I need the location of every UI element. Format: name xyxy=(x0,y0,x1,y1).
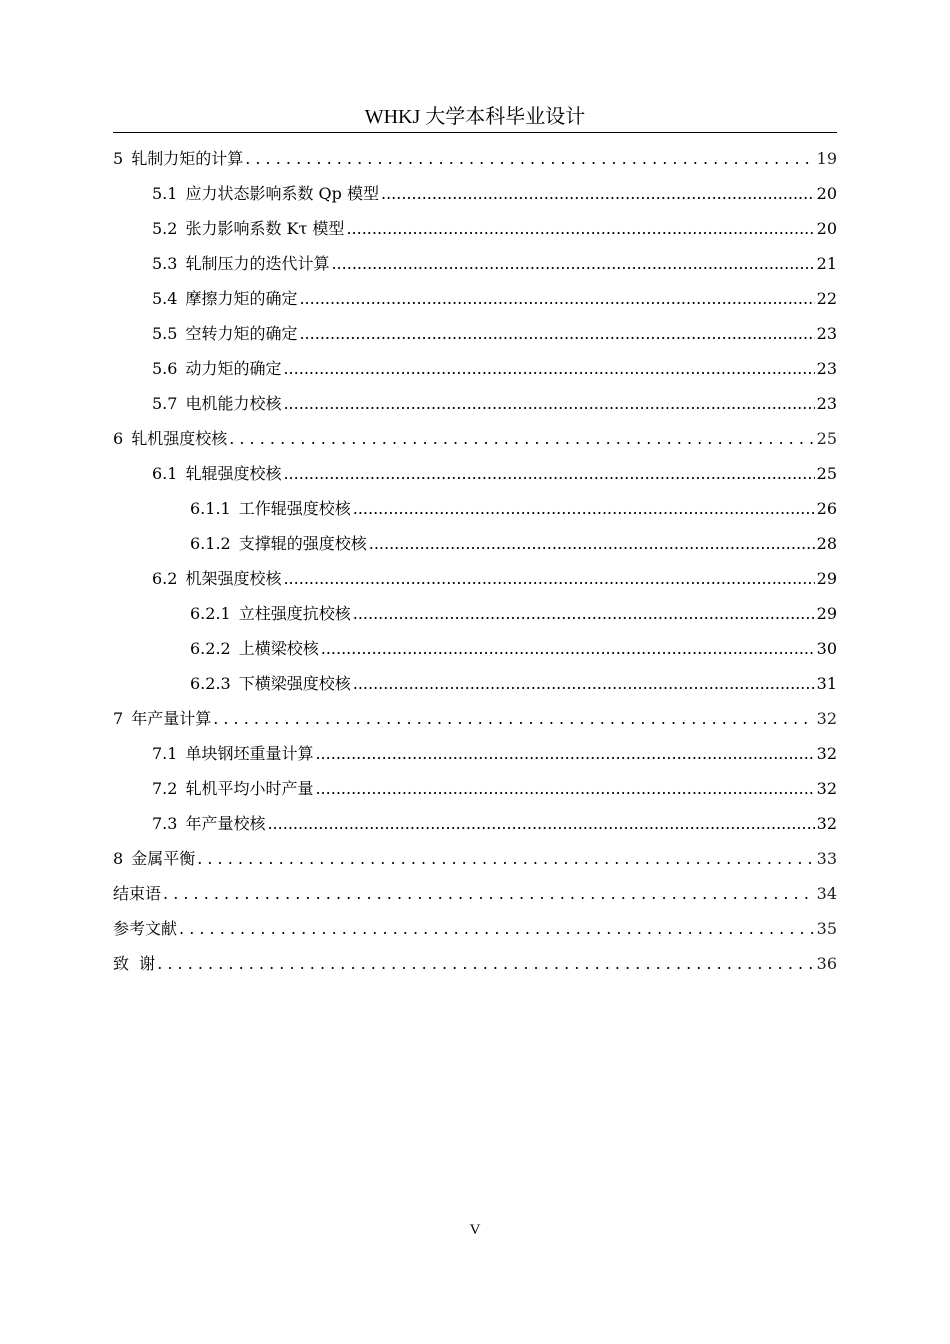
toc-entry[interactable] xyxy=(113,141,837,176)
toc-dot-leader xyxy=(267,806,814,841)
toc-entry-page: 22 xyxy=(816,289,837,308)
toc-entry-page: 21 xyxy=(816,254,837,273)
toc-dot-leader xyxy=(353,596,815,631)
toc-entry-page: 32 xyxy=(816,814,837,833)
toc-entry-page: 23 xyxy=(816,324,837,343)
toc-entry-title: 年产量校核 xyxy=(185,814,266,833)
toc-entry-title: 下横梁强度校核 xyxy=(238,674,351,693)
toc-entry-page: 31 xyxy=(816,674,837,693)
toc-entry-title: 电机能力校核 xyxy=(185,394,282,413)
toc-entry[interactable] xyxy=(113,176,837,211)
toc-entry-title: 工作辊强度校核 xyxy=(238,499,351,518)
toc-entry[interactable] xyxy=(113,526,837,561)
toc-entry-title: 单块钢坯重量计算 xyxy=(185,744,314,763)
toc-entry-page: 25 xyxy=(816,464,837,483)
toc-dot-leader xyxy=(353,491,815,526)
toc-entry-title: 轧制压力的迭代计算 xyxy=(185,254,330,273)
toc-entry-number: 6.2 xyxy=(152,569,178,588)
toc-entry[interactable] xyxy=(113,421,837,456)
toc-entry-number: 6.1.1 xyxy=(190,499,231,518)
toc-entry-number: 5.5 xyxy=(152,324,178,343)
toc-entry[interactable] xyxy=(113,841,837,876)
toc-dot-leader xyxy=(229,421,814,456)
toc-entry-number: 6 xyxy=(113,429,124,448)
toc-entry-title: 立柱强度抗校核 xyxy=(238,604,351,623)
toc-entry-page: 29 xyxy=(816,569,837,588)
toc-entry-title: 致 谢 xyxy=(113,954,156,973)
toc-entry-title: 支撑辊的强度校核 xyxy=(238,534,367,553)
header-rule xyxy=(113,132,837,133)
toc-entry[interactable] xyxy=(113,491,837,526)
toc-dot-leader xyxy=(315,736,814,771)
toc-entry-title: 轧辊强度校核 xyxy=(185,464,282,483)
toc-entry-page: 23 xyxy=(816,394,837,413)
toc-entry-number: 6.1 xyxy=(152,464,178,483)
toc-dot-leader xyxy=(245,141,814,176)
toc-entry[interactable] xyxy=(113,456,837,491)
toc-entry[interactable] xyxy=(113,946,837,981)
toc-entry-title: 参考文献 xyxy=(113,919,178,938)
toc-entry-number: 5.4 xyxy=(152,289,178,308)
toc-dot-leader xyxy=(369,526,815,561)
toc-dot-leader xyxy=(197,841,814,876)
toc-dot-leader xyxy=(157,946,814,981)
toc-entry[interactable] xyxy=(113,666,837,701)
toc-entry[interactable] xyxy=(113,386,837,421)
toc-entry[interactable] xyxy=(113,701,837,736)
toc-entry[interactable] xyxy=(113,736,837,771)
toc-entry-page: 25 xyxy=(816,429,837,448)
toc-entry-number: 6.2.3 xyxy=(190,674,231,693)
toc-entry-page: 32 xyxy=(816,709,837,728)
toc-dot-leader xyxy=(381,176,815,211)
toc-entry-number: 5.6 xyxy=(152,359,178,378)
toc-entry[interactable] xyxy=(113,316,837,351)
toc-entry-title: 金属平衡 xyxy=(131,849,196,868)
toc-entry-number: 7 xyxy=(113,709,124,728)
toc-entry[interactable] xyxy=(113,561,837,596)
toc-dot-leader xyxy=(283,386,814,421)
toc-entry-title: 轧机强度校核 xyxy=(131,429,228,448)
toc-entry[interactable] xyxy=(113,771,837,806)
toc-entry-number: 7.3 xyxy=(152,814,178,833)
toc-entry-page: 32 xyxy=(816,744,837,763)
toc-entry-title: 应力状态影响系数 Qp 模型 xyxy=(185,184,379,203)
toc-entry[interactable] xyxy=(113,211,837,246)
toc-entry-page: 20 xyxy=(816,184,837,203)
toc-entry-number: 5 xyxy=(113,149,124,168)
toc-entry-title: 年产量计算 xyxy=(131,709,212,728)
toc-entry[interactable] xyxy=(113,246,837,281)
toc-dot-leader xyxy=(315,771,814,806)
toc-dot-leader xyxy=(321,631,815,666)
toc-entry-number: 6.2.2 xyxy=(190,639,231,658)
toc-entry-page: 32 xyxy=(816,779,837,798)
toc-entry-page: 26 xyxy=(816,499,837,518)
toc-entry-page: 28 xyxy=(816,534,837,553)
toc-entry-title: 结束语 xyxy=(113,884,162,903)
toc-entry[interactable] xyxy=(113,911,837,946)
toc-dot-leader xyxy=(346,211,814,246)
page-header-title: WHKJ 大学本科毕业设计 xyxy=(364,106,586,128)
toc-entry[interactable] xyxy=(113,596,837,631)
toc-entry-number: 6.2.1 xyxy=(190,604,231,623)
toc-entry[interactable] xyxy=(113,351,837,386)
toc-dot-leader xyxy=(163,876,815,911)
toc-dot-leader xyxy=(213,701,814,736)
toc-entry-page: 29 xyxy=(816,604,837,623)
toc-dot-leader xyxy=(283,561,814,596)
toc-dot-leader xyxy=(299,316,814,351)
toc-entry-number: 6.1.2 xyxy=(190,534,231,553)
toc-entry-number: 8 xyxy=(113,849,124,868)
toc-entry-number: 5.3 xyxy=(152,254,178,273)
toc-entry-number: 5.1 xyxy=(152,184,178,203)
toc-entry-page: 33 xyxy=(816,849,837,868)
toc-entry-title: 动力矩的确定 xyxy=(185,359,282,378)
toc-entry-page: 30 xyxy=(816,639,837,658)
toc-entry-page: 19 xyxy=(816,149,837,168)
table-of-contents xyxy=(113,141,837,981)
toc-entry-title: 轧制力矩的计算 xyxy=(131,149,244,168)
toc-entry-page: 36 xyxy=(816,954,837,973)
toc-entry-page: 35 xyxy=(816,919,837,938)
toc-entry-page: 20 xyxy=(816,219,837,238)
toc-dot-leader xyxy=(353,666,815,701)
toc-entry-title: 上横梁校核 xyxy=(238,639,319,658)
page-number: V xyxy=(469,1222,481,1238)
toc-entry-title: 机架强度校核 xyxy=(185,569,282,588)
toc-entry-title: 空转力矩的确定 xyxy=(185,324,298,343)
toc-dot-leader xyxy=(179,911,815,946)
toc-dot-leader xyxy=(299,281,814,316)
toc-entry[interactable] xyxy=(113,876,837,911)
toc-entry-title: 张力影响系数 Kτ 模型 xyxy=(185,219,345,238)
toc-entry-page: 34 xyxy=(816,884,837,903)
toc-entry-number: 7.2 xyxy=(152,779,178,798)
toc-entry-number: 7.1 xyxy=(152,744,178,763)
toc-entry[interactable] xyxy=(113,806,837,841)
toc-entry-page: 23 xyxy=(816,359,837,378)
toc-entry[interactable] xyxy=(113,281,837,316)
toc-entry[interactable] xyxy=(113,631,837,666)
toc-dot-leader xyxy=(331,246,814,281)
toc-dot-leader xyxy=(283,351,814,386)
toc-entry-number: 5.2 xyxy=(152,219,178,238)
toc-entry-title: 轧机平均小时产量 xyxy=(185,779,314,798)
toc-entry-number: 5.7 xyxy=(152,394,178,413)
toc-entry-title: 摩擦力矩的确定 xyxy=(185,289,298,308)
toc-dot-leader xyxy=(283,456,814,491)
